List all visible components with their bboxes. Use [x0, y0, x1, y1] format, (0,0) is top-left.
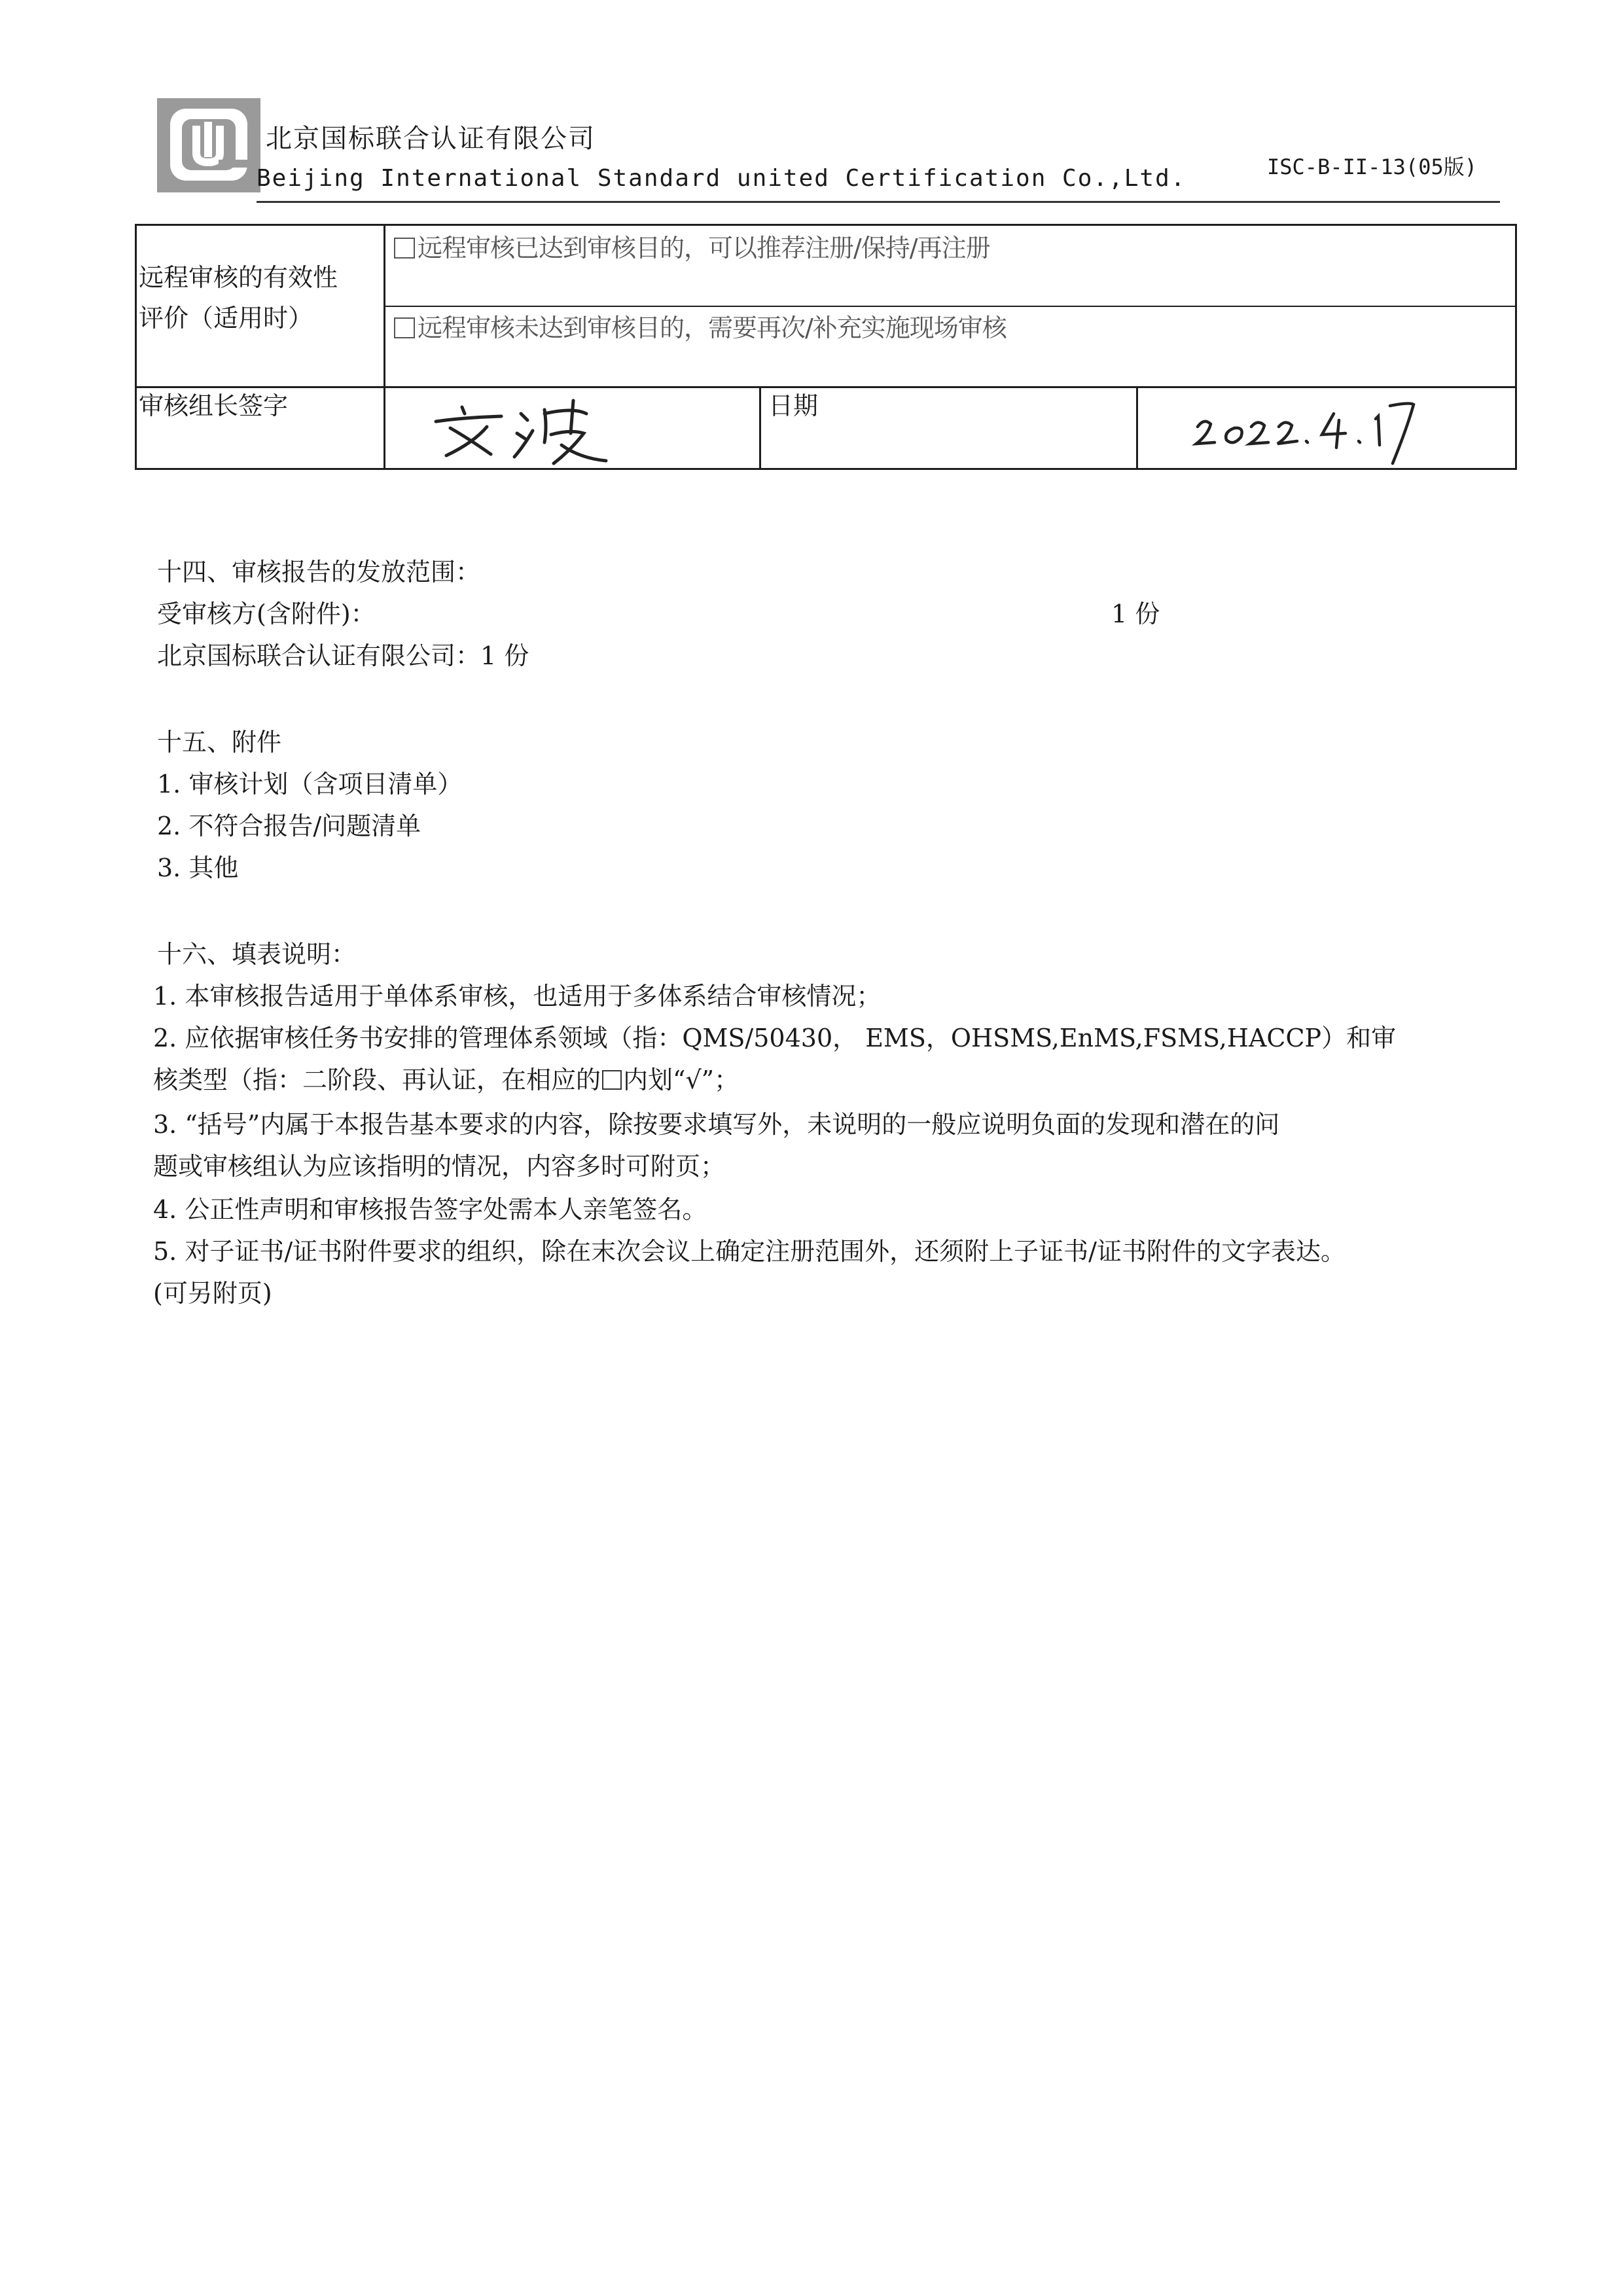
- option-achieved: [394, 228, 990, 264]
- option-not-achieved-label: 远程审核未达到审核目的，需要再次/补充实施现场审核: [418, 314, 1007, 342]
- date-label: 日期: [768, 391, 819, 420]
- section16-title: 十六、填表说明：: [157, 940, 357, 969]
- table-col-divider: [383, 224, 385, 470]
- section16-item3-line1: 3. “括号”内属于本报告基本要求的内容，除按要求填写外，未说明的一般应说明负面的发现和潜在的问: [153, 1110, 1280, 1139]
- table-border-top: [135, 224, 1517, 226]
- leader-sign-label: 审核组长签字: [139, 391, 289, 420]
- section15-title: 十五、附件: [157, 728, 282, 757]
- section16-item1: 1. 本审核报告适用于单体系审核，也适用于多体系结合审核情况；: [153, 982, 882, 1011]
- table-border-right: [1515, 224, 1517, 470]
- date-value-handwritten: [1182, 395, 1457, 467]
- section15-item: 3. 其他: [157, 853, 239, 882]
- company-logo: [156, 97, 262, 194]
- section16-item3-line2: 题或审核组认为应该指明的情况，内容多时可附页；: [153, 1152, 726, 1181]
- company-name-cn: 北京国标联合认证有限公司: [266, 124, 596, 154]
- company-name-en: Beijing International Standard united Certification Co.,Ltd.: [257, 165, 1186, 192]
- section14-company-count: 北京国标联合认证有限公司：1 份: [157, 641, 529, 670]
- document-code: ISC-B-II-13(05版): [1267, 154, 1477, 179]
- section15-item: 1. 审核计划（含项目清单）: [157, 770, 463, 798]
- section16-item2-line1: 2. 应依据审核任务书安排的管理体系领域（指：QMS/50430， EMS，OHSMS,EnMS,FSMS,HACCP）和审: [153, 1024, 1397, 1052]
- validity-evaluation-table: [135, 224, 1517, 470]
- option-not-achieved-checkbox[interactable]: [394, 317, 415, 338]
- section16-item4: 4. 公正性声明和审核报告签字处需本人亲笔签名。: [153, 1195, 707, 1224]
- option-not-achieved: [394, 308, 1007, 344]
- section16-item2-line2: [153, 1066, 739, 1096]
- table-col-divider-date: [759, 386, 761, 470]
- validity-label-line1: 远程审核的有效性: [139, 263, 338, 292]
- header-rule: [257, 201, 1500, 203]
- table-row-divider-options: [383, 306, 1517, 307]
- section14-auditee-count: 1 份: [1111, 600, 1160, 628]
- option-achieved-checkbox[interactable]: [394, 238, 415, 259]
- table-row-divider: [135, 386, 1517, 388]
- section15-item: 2. 不符合报告/问题清单: [157, 812, 421, 840]
- checkbox-icon: [602, 1070, 622, 1090]
- section14-auditee-label: 受审核方(含附件)：: [157, 600, 376, 628]
- table-border-left: [135, 224, 137, 470]
- leader-signature: [423, 387, 619, 470]
- validity-label-line2: 评价（适用时）: [139, 304, 313, 332]
- section14-title: 十四、审核报告的发放范围：: [157, 558, 481, 586]
- section16-item2-line2-b: 内划“√”；: [623, 1066, 740, 1094]
- section16-item5-line2: (可另附页): [153, 1279, 272, 1308]
- table-border-bottom: [135, 468, 1517, 470]
- option-achieved-label: 远程审核已达到审核目的，可以推荐注册/保持/再注册: [418, 234, 990, 262]
- section16-item5-line1: 5. 对子证书/证书附件要求的组织，除在末次会议上确定注册范围外，还须附上子证书/证书附件的文字表达。: [153, 1237, 1346, 1266]
- table-col-divider-date-value: [1136, 386, 1138, 470]
- section16-item2-line2-a: 核类型（指：二阶段、再认证，在相应的: [153, 1066, 601, 1094]
